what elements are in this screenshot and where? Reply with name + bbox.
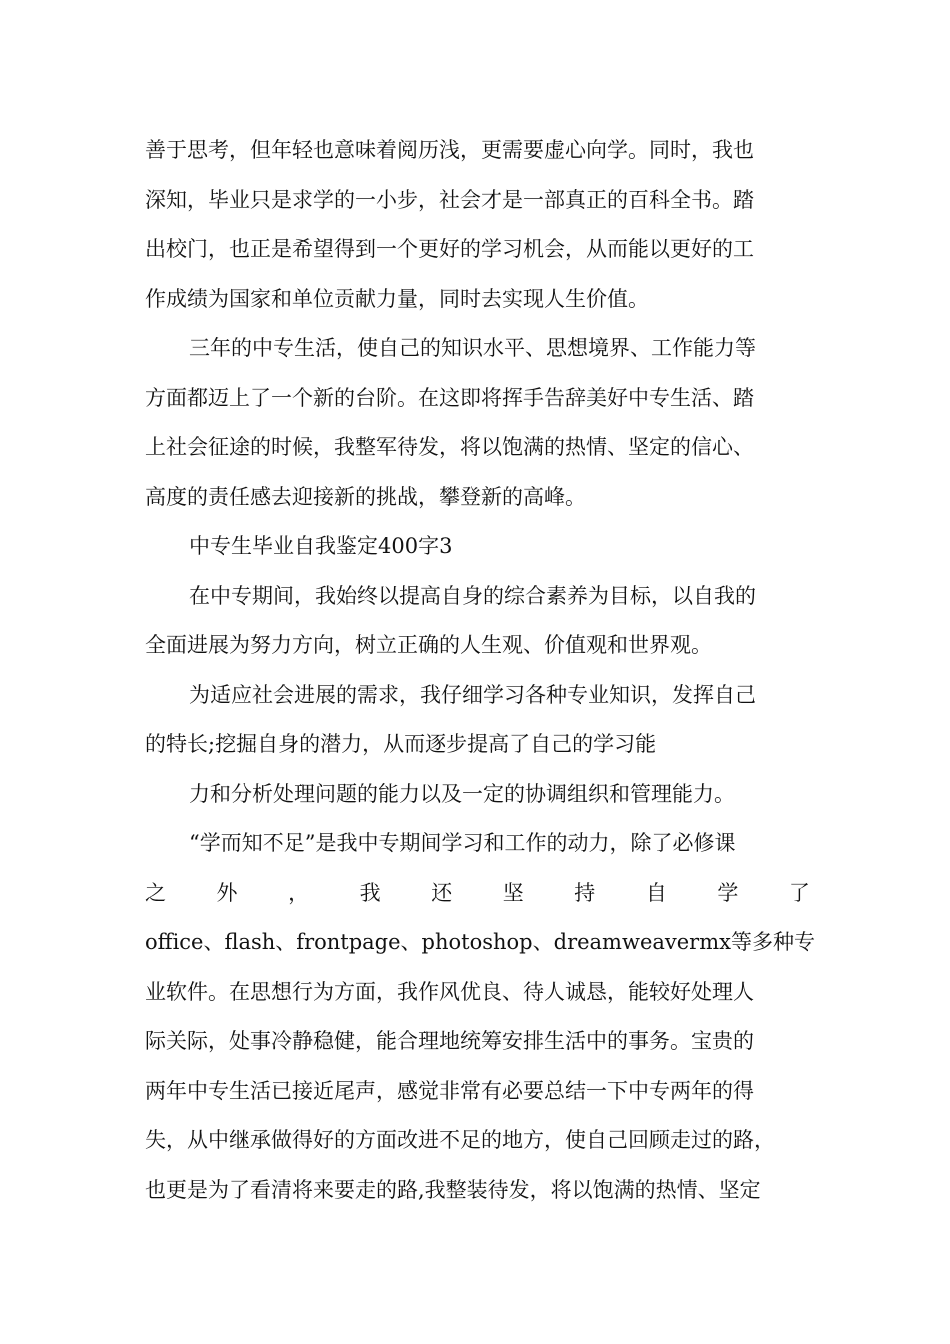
text-line: office、flash、frontpage、photoshop、dreamweavermx等多种专: [145, 930, 815, 954]
text-line: 上社会征途的时候，我整军待发，将以饱满的热情、坚定的信心、: [145, 435, 754, 459]
justified-char: 持: [574, 880, 596, 905]
text-line: 的特长;挖掘自身的潜力，从而逐步提高了自己的学习能: [145, 732, 657, 756]
text-line: 出校门，也正是希望得到一个更好的学习机会，从而能以更好的工: [145, 237, 754, 261]
text-line: 深知，毕业只是求学的一小步，社会才是一部真正的百科全书。踏: [145, 187, 754, 212]
justified-line: [145, 869, 810, 919]
body-text: [145, 126, 815, 1215]
text-line: 失，从中继承做得好的方面改进不足的地方，使自己回顾走过的路，: [145, 1128, 775, 1152]
paragraph-first-line: 为适应社会进展的需求，我仔细学习各种专业知识，发挥自己: [189, 682, 756, 707]
paragraph-first-line: 在中专期间，我始终以提高自身的综合素养为目标，以自我的: [189, 583, 756, 608]
justified-char: ，: [288, 880, 310, 905]
justified-char: 了: [788, 880, 810, 905]
justified-char: 之: [145, 880, 166, 905]
text-line: 际关际，处事冷静稳健，能合理地统筹安排生活中的事务。宝贵的: [145, 1029, 754, 1053]
justified-char: 坚: [502, 880, 524, 905]
text-line: 两年中专生活已接近尾声，感觉非常有必要总结一下中专两年的得: [145, 1078, 754, 1103]
text-line: 全面进展为努力方向，树立正确的人生观、价值观和世界观。: [145, 633, 712, 657]
justified-char: 我: [359, 880, 381, 905]
text-line: 业软件。在思想行为方面，我作风优良、待人诚恳，能较好处理人: [145, 979, 754, 1004]
paragraph-first-line: “学而知不足”是我中专期间学习和工作的动力，除了必修课: [189, 831, 736, 855]
text-line: 高度的责任感去迎接新的挑战，攀登新的高峰。: [145, 484, 586, 509]
paragraph-first-line: 力和分析处理问题的能力以及一定的协调组织和管理能力。: [189, 781, 735, 806]
text-line: 方面都迈上了一个新的台阶。在这即将挥手告辞美好中专生活、踏: [145, 385, 754, 410]
justified-char: 学: [717, 880, 739, 905]
text-line: 也更是为了看清将来要走的路,我整装待发，将以饱满的热情、坚定: [145, 1177, 761, 1202]
justified-char: 还: [431, 880, 453, 905]
text-line: 作成绩为国家和单位贡献力量，同时去实现人生价值。: [145, 286, 649, 311]
justified-char: 自: [645, 880, 667, 905]
justified-char: 外: [216, 880, 238, 905]
text-line: 善于思考，但年轻也意味着阅历浅，更需要虚心向学。同时，我也: [145, 138, 754, 162]
section-heading: 中专生毕业自我鉴定400字3: [189, 534, 453, 558]
paragraph-first-line: 三年的中专生活，使自己的知识水平、思想境界、工作能力等: [189, 336, 756, 360]
